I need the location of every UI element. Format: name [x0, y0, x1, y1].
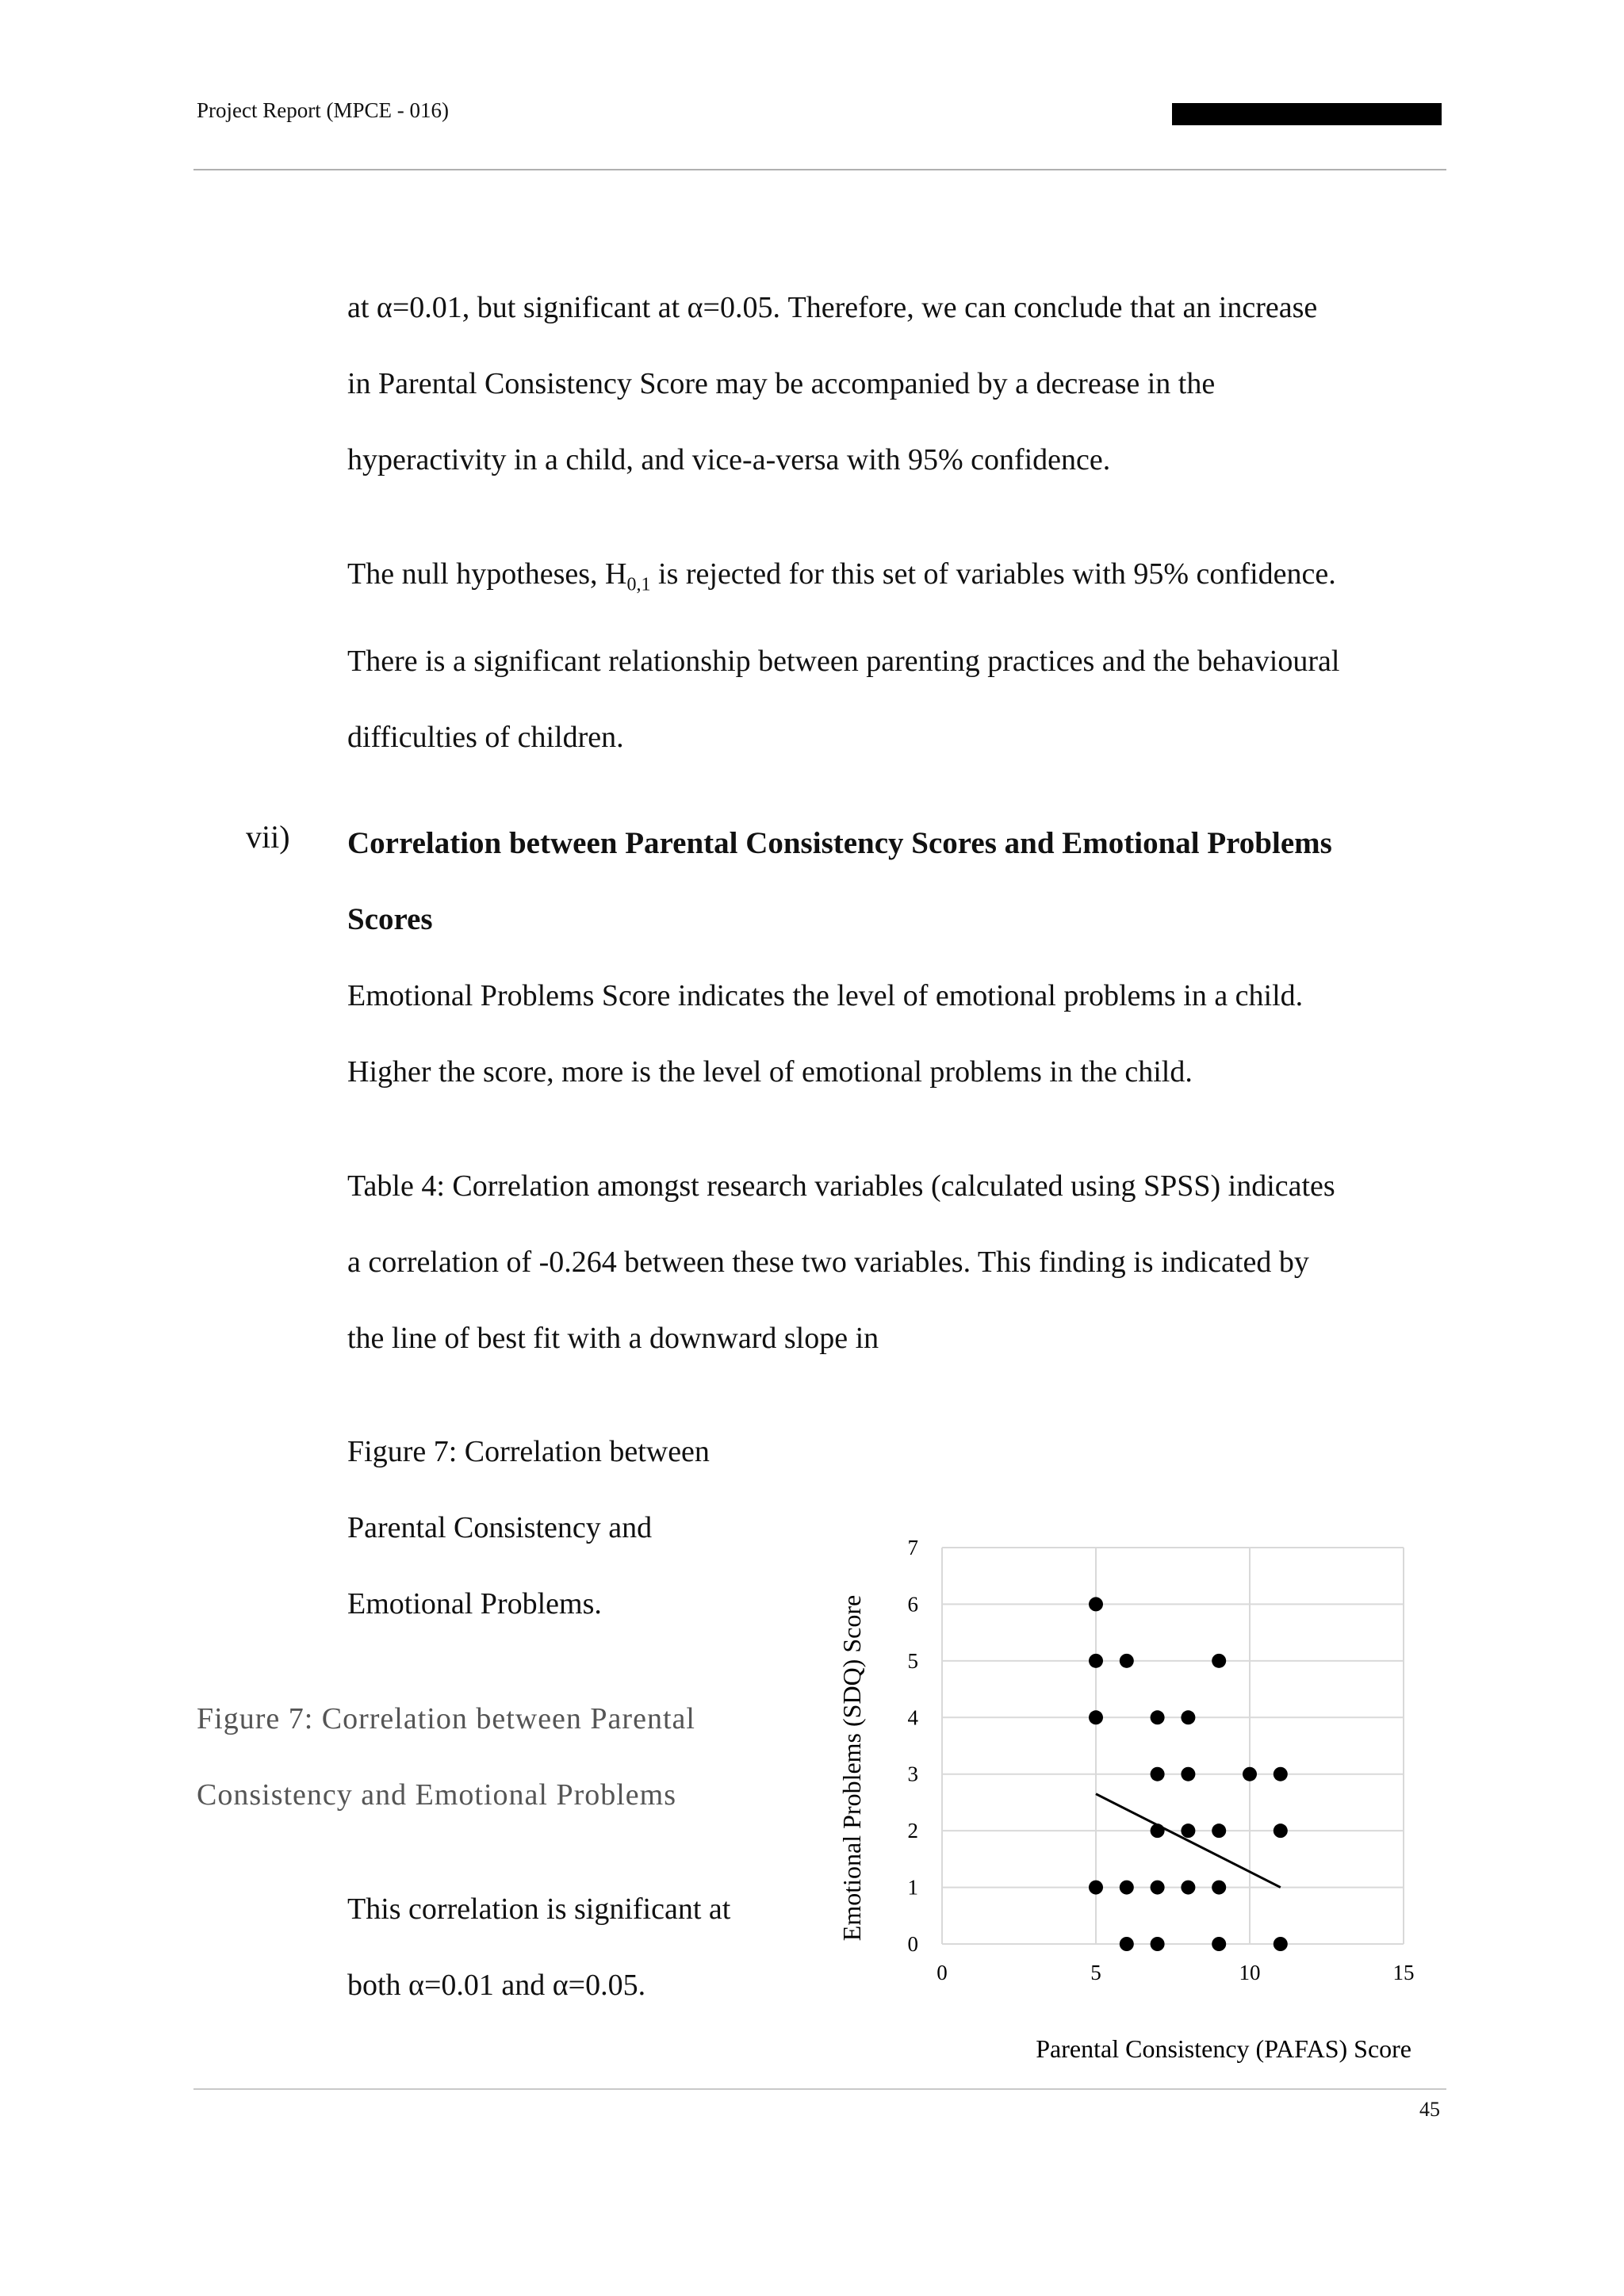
subscript: 0,1: [626, 574, 651, 595]
figure-label-line: Parental Consistency and: [347, 1511, 653, 1544]
data-point: [1181, 1881, 1195, 1895]
figure-label: [347, 1414, 710, 1642]
y-axis-ticks: [908, 1536, 919, 1956]
y-tick-label: 0: [907, 1932, 918, 1956]
y-tick-label: 7: [907, 1536, 918, 1559]
figure-label-line: Figure 7: Correlation between: [347, 1435, 710, 1468]
null-hypothesis-paragraph: [347, 536, 1457, 775]
running-header: Project Report (MPCE - 016): [197, 98, 449, 122]
data-point: [1089, 1654, 1103, 1668]
data-point: [1151, 1881, 1165, 1895]
y-tick-label: 6: [907, 1592, 918, 1617]
trendline-group: [1096, 1794, 1281, 1888]
y-tick-label: 5: [907, 1648, 918, 1673]
figure-label-line: Emotional Problems.: [347, 1587, 602, 1621]
trendline: [1096, 1794, 1281, 1888]
section-number: vii): [246, 819, 290, 855]
y-tick-label: 1: [907, 1875, 918, 1900]
data-point: [1274, 1767, 1288, 1781]
page-number: 45: [1419, 2098, 1440, 2121]
table-ref-line: Table 4: Correlation amongst research variables (calculated using SPSS) indicates: [347, 1169, 1335, 1203]
data-point: [1181, 1823, 1195, 1838]
y-tick-label: 2: [907, 1819, 918, 1843]
data-point: [1120, 1654, 1134, 1668]
figure-caption-line: Figure 7: Correlation between Parental: [197, 1702, 695, 1735]
data-point: [1274, 1823, 1288, 1838]
y-tick-label: 3: [907, 1762, 918, 1786]
data-point: [1181, 1767, 1195, 1781]
significance-note: [347, 1871, 730, 2023]
x-axis-ticks: [936, 1961, 1414, 1984]
significance-line: both α=0.01 and α=0.05.: [347, 1969, 646, 2002]
data-point: [1212, 1881, 1226, 1895]
scatter-chart: [825, 1506, 1475, 2077]
data-point: [1212, 1937, 1226, 1951]
data-point: [1181, 1710, 1195, 1724]
table-ref-line: the line of best fit with a downward slope in: [347, 1322, 879, 1355]
figure-caption: [197, 1681, 695, 1833]
x-axis-label: Parental Consistency (PAFAS) Score: [1036, 2034, 1411, 2063]
data-point: [1212, 1654, 1226, 1668]
data-point: [1212, 1823, 1226, 1838]
table-ref-line: a correlation of -0.264 between these two variables. This finding is indicated by: [347, 1246, 1309, 1279]
data-point: [1089, 1710, 1103, 1724]
section-title-line: Scores: [347, 902, 433, 936]
null-hypothesis-line: The null hypotheses, $H_{0,1}$ is rejected for this set of variables with 95% confidence.: [347, 557, 1336, 595]
x-tick-label: 15: [1392, 1961, 1415, 1984]
section-description: [347, 958, 1457, 1110]
intro-paragraph: [347, 270, 1457, 498]
null-hypothesis-line: There is a significant relationship between parenting practices and the behavioural: [347, 644, 1340, 678]
data-point: [1151, 1937, 1165, 1951]
intro-line: in Parental Consistency Score may be accompanied by a decrease in the: [347, 367, 1216, 400]
x-tick-label: 10: [1239, 1961, 1261, 1984]
data-point: [1151, 1710, 1165, 1724]
data-point: [1243, 1767, 1257, 1781]
chart-gridlines: [942, 1548, 1404, 1944]
figure-caption-line: Consistency and Emotional Problems: [197, 1778, 677, 1812]
redaction-bar: [1172, 103, 1442, 125]
description-line: Emotional Problems Score indicates the level of emotional problems in a child.: [347, 979, 1304, 1012]
data-point: [1151, 1767, 1165, 1781]
data-point: [1274, 1937, 1288, 1951]
x-tick-label: 0: [936, 1961, 948, 1984]
y-axis-label: Emotional Problems (SDQ) Score: [837, 1594, 866, 1942]
data-point: [1120, 1881, 1134, 1895]
section-title-line: Correlation between Parental Consistency Scores and Emotional Problems: [347, 826, 1332, 860]
y-tick-label: 4: [907, 1705, 918, 1730]
table-reference-paragraph: [347, 1148, 1457, 1376]
data-point: [1089, 1881, 1103, 1895]
null-hypothesis-line: difficulties of children.: [347, 720, 624, 754]
x-tick-label: 5: [1090, 1961, 1101, 1984]
significance-line: This correlation is significant at: [347, 1892, 731, 1926]
intro-line: hyperactivity in a child, and vice-a-versa with 95% confidence.: [347, 443, 1111, 476]
data-point: [1120, 1937, 1134, 1951]
footer-divider: [193, 2088, 1446, 2090]
description-line: Higher the score, more is the level of emotional problems in the child.: [347, 1055, 1193, 1089]
header-divider: [193, 169, 1446, 170]
intro-line: at α=0.01, but significant at α=0.05. Therefore, we can conclude that an increase: [347, 291, 1318, 324]
section-heading: [347, 806, 1332, 958]
data-point: [1089, 1597, 1103, 1611]
